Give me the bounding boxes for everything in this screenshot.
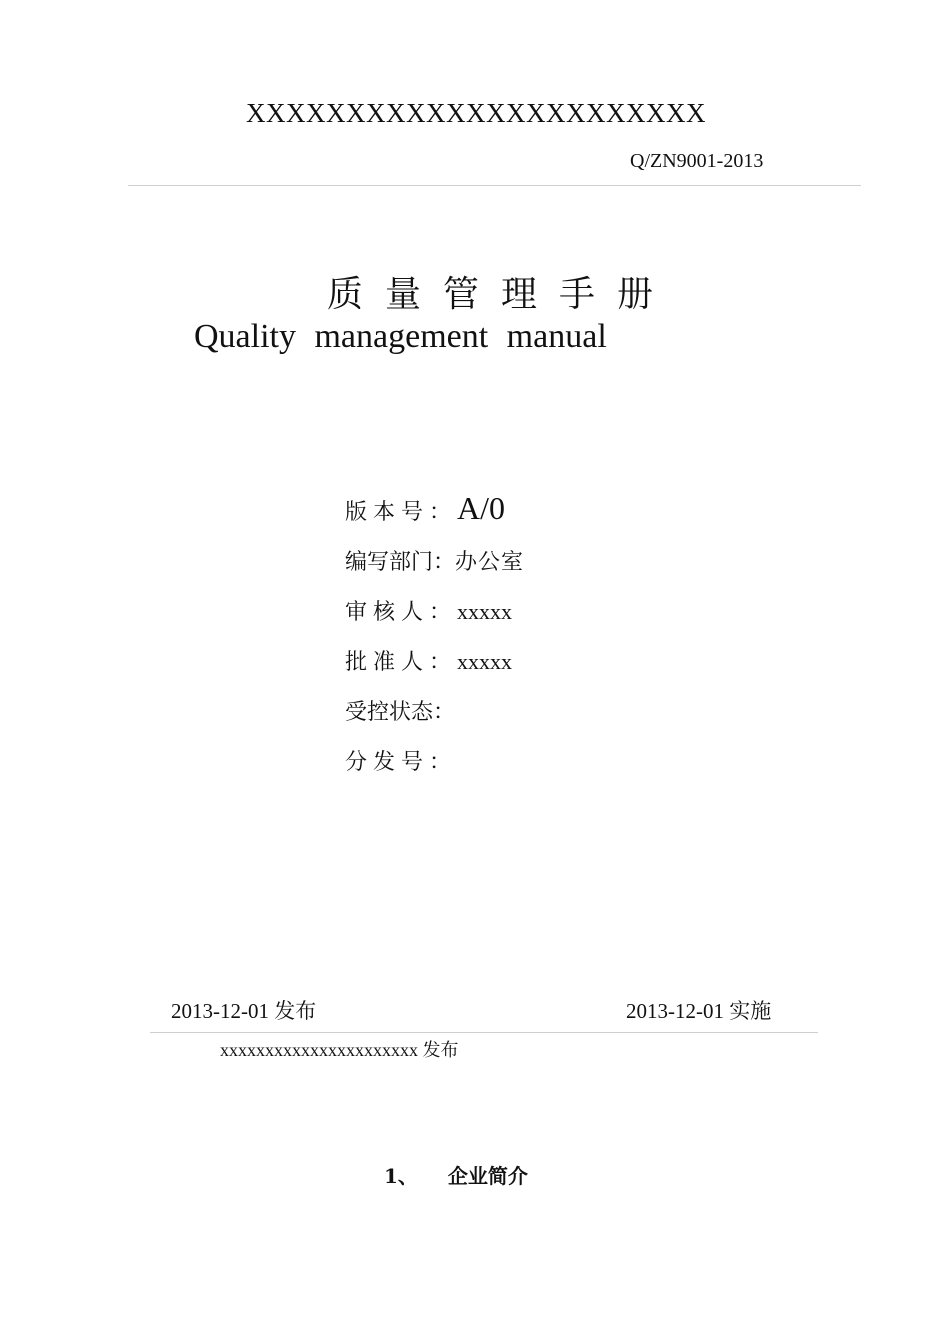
version-row xyxy=(345,490,505,530)
distribution-row xyxy=(345,745,457,785)
footer-divider xyxy=(150,1032,818,1033)
reviewer-value: xxxxx xyxy=(457,599,513,624)
distribution-label: 分发号： xyxy=(345,750,458,775)
title-english: Quality management manual xyxy=(194,318,607,355)
department-value: 办公室 xyxy=(455,550,525,575)
control-status-row xyxy=(345,695,455,735)
effective-date: 2013-12-01 实施 xyxy=(626,999,772,1023)
approver-label: 批准人： xyxy=(345,650,458,675)
department-label: 编写部门： xyxy=(345,550,456,575)
release-date: 2013-12-01 发布 xyxy=(171,999,317,1023)
approver-row xyxy=(345,645,512,685)
title-chinese: 质量管理手册 xyxy=(327,274,676,315)
section-title: 企业简介 xyxy=(447,1164,528,1188)
reviewer-label: 审核人： xyxy=(345,600,458,625)
publisher-line: xxxxxxxxxxxxxxxxxxxxxx 发布 xyxy=(220,1040,459,1060)
section-heading xyxy=(384,1160,528,1189)
company-name: XXXXXXXXXXXXXXXXXXXXXXX xyxy=(246,98,706,128)
document-code: Q/ZN9001-2013 xyxy=(630,150,764,172)
header-divider xyxy=(128,185,861,186)
section-number: 1、 xyxy=(384,1164,418,1188)
reviewer-row xyxy=(345,595,512,635)
version-label: 版本号： xyxy=(345,500,458,525)
version-value: A/0 xyxy=(457,490,506,526)
approver-value: xxxxx xyxy=(457,649,513,674)
department-row xyxy=(345,545,524,585)
control-status-label: 受控状态： xyxy=(345,700,456,725)
